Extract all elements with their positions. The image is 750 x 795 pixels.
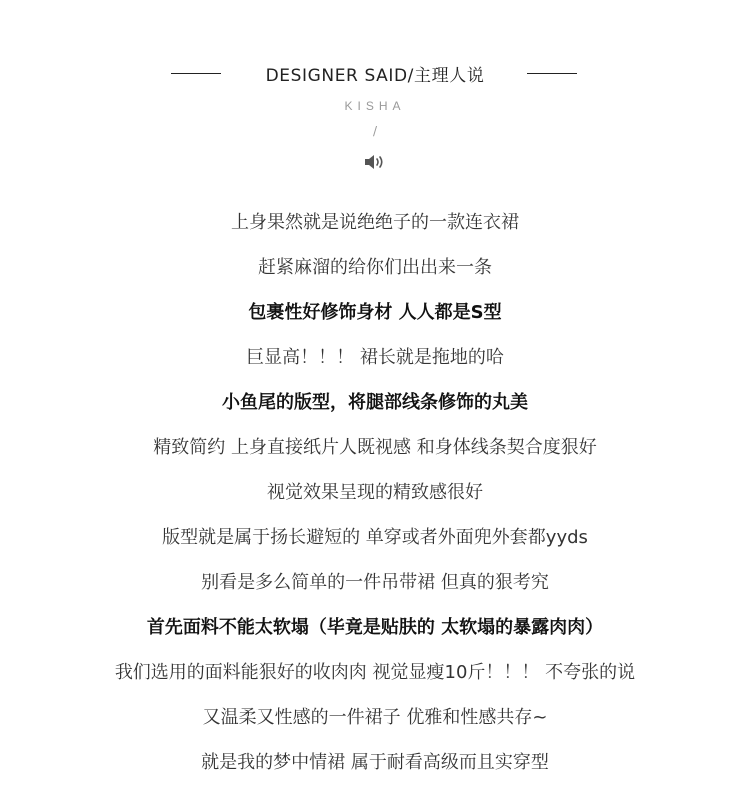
description-line-5: 小鱼尾的版型，将腿部线条修饰的丸美 — [222, 392, 528, 413]
section-header — [0, 58, 750, 90]
designer-name: KISHA — [344, 99, 406, 113]
name-separator: / — [372, 124, 378, 138]
header-divider-right — [527, 73, 577, 74]
description-line-9: 别看是多么简单的一件吊带裙 但真的狠考究 — [201, 572, 549, 593]
description-line-12: 又温柔又性感的一件裙子 优雅和性感共存~ — [202, 707, 548, 728]
description-text-block — [0, 210, 750, 795]
description-line-10: 首先面料不能太软塌（毕竟是贴肤的 太软塌的暴露肉肉） — [146, 617, 604, 638]
description-line-7: 视觉效果呈现的精致感很好 — [267, 482, 483, 503]
description-line-8: 版型就是属于扬长避短的 单穿或者外面兜外套都yyds — [162, 527, 588, 548]
description-line-6: 精致简约 上身直接纸片人既视感 和身体线条契合度狠好 — [153, 437, 597, 458]
description-line-11: 我们选用的面料能狠好的收肉肉 视觉显瘦10斤！！！ 不夸张的说 — [114, 662, 636, 683]
description-line-13: 就是我的梦中情裙 属于耐看高级而且实穿型 — [201, 752, 549, 773]
section-title: DESIGNER SAID/主理人说 — [265, 66, 485, 86]
description-line-2: 赶紧麻溜的给你们出出来一条 — [258, 257, 492, 278]
description-line-4: 巨显高！！！ 裙长就是拖地的哈 — [246, 347, 504, 368]
description-line-3: 包裹性好修饰身材 人人都是S型 — [248, 302, 502, 323]
description-line-1: 上身果然就是说绝绝子的一款连衣裙 — [231, 212, 519, 233]
speaker-icon[interactable] — [363, 152, 387, 172]
